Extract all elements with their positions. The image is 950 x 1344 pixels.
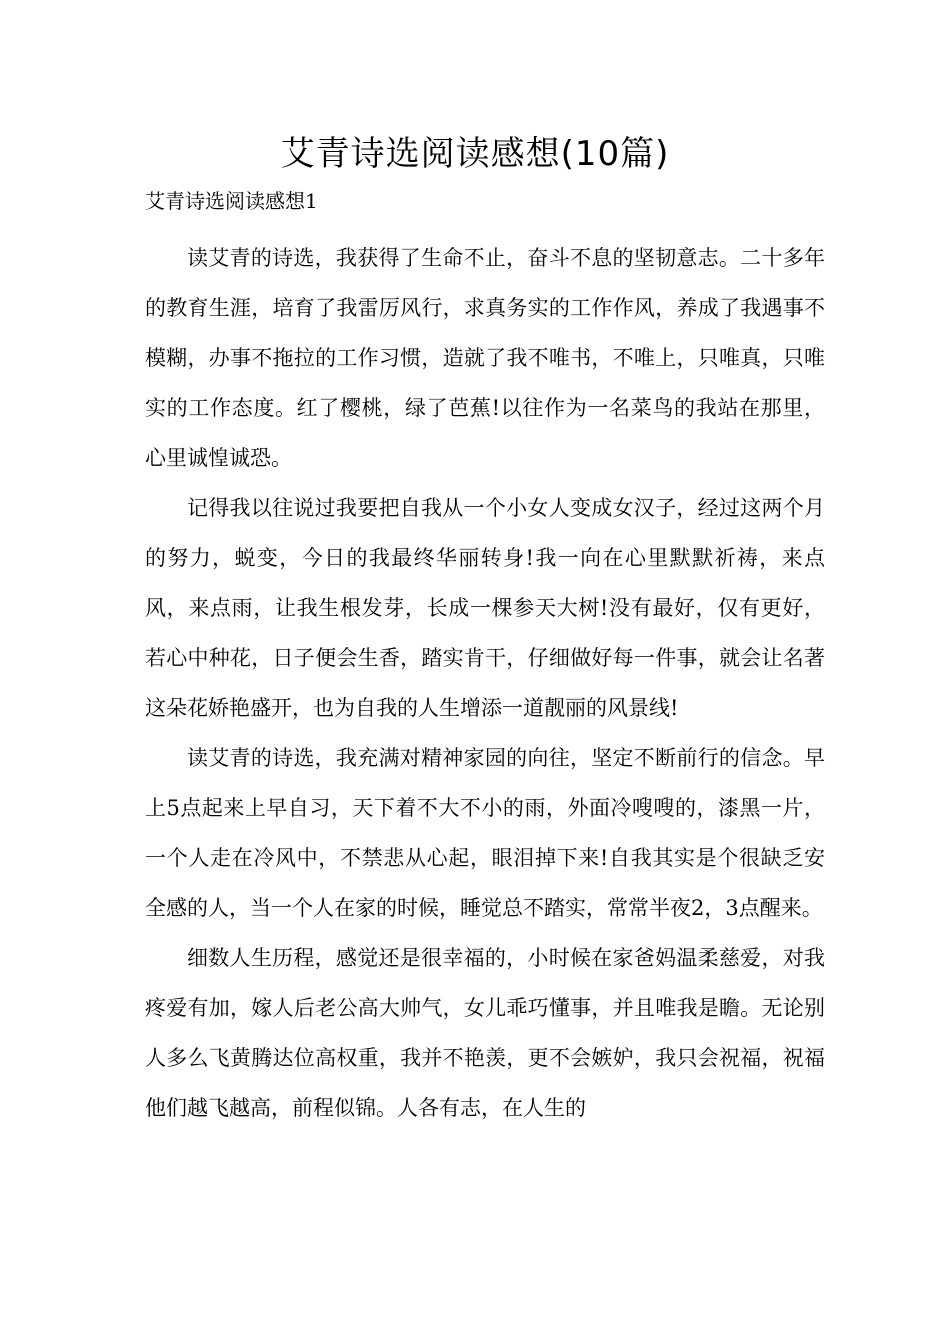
section-heading: 艾青诗选阅读感想1 <box>145 189 318 213</box>
body-text <box>145 233 825 1133</box>
paragraph: 细数人生历程，感觉还是很幸福的，小时候在家爸妈温柔慈爱，对我疼爱有加，嫁人后老公高大帅气，女儿乖巧懂事，并且唯我是瞻。无论别人多么飞黄腾达位高权重，我并不艳羡，更不会嫉妒，我只会祝福，祝福他们越飞越高，前程似锦。人各有志，在人生的 <box>145 946 825 1120</box>
paragraph: 记得我以往说过我要把自我从一个小女人变成女汉子，经过这两个月的努力，蜕变，今日的我最终华丽转身!我一向在心里默默祈祷，来点风，来点雨，让我生根发芽，长成一棵参天大树!没有最好，仅有更好，若心中种花，日子便会生香，踏实肯干，仔细做好每一件事，就会让名著这朵花娇艳盛开，也为自我的人生增添一道靓丽的风景线! <box>145 496 825 720</box>
paragraph: 读艾青的诗选，我获得了生命不止，奋斗不息的坚韧意志。二十多年的教育生涯，培育了我雷厉风行，求真务实的工作作风，养成了我遇事不模糊，办事不拖拉的工作习惯，造就了我不唯书，不唯上，只唯真，只唯实的工作态度。红了樱桃，绿了芭蕉!以往作为一名菜鸟的我站在那里，心里诚惶诚恐。 <box>145 246 825 470</box>
paragraph: 读艾青的诗选，我充满对精神家园的向往，坚定不断前行的信念。早上5点起来上早自习，天下着不大不小的雨，外面冷嗖嗖的，漆黑一片，一个人走在冷风中，不禁悲从心起，眼泪掉下来!自我其实是个很缺乏安全感的人，当一个人在家的时候，睡觉总不踏实，常常半夜2，3点醒来。 <box>145 746 825 920</box>
document-title: 艾青诗选阅读感想(10篇) <box>280 134 670 174</box>
